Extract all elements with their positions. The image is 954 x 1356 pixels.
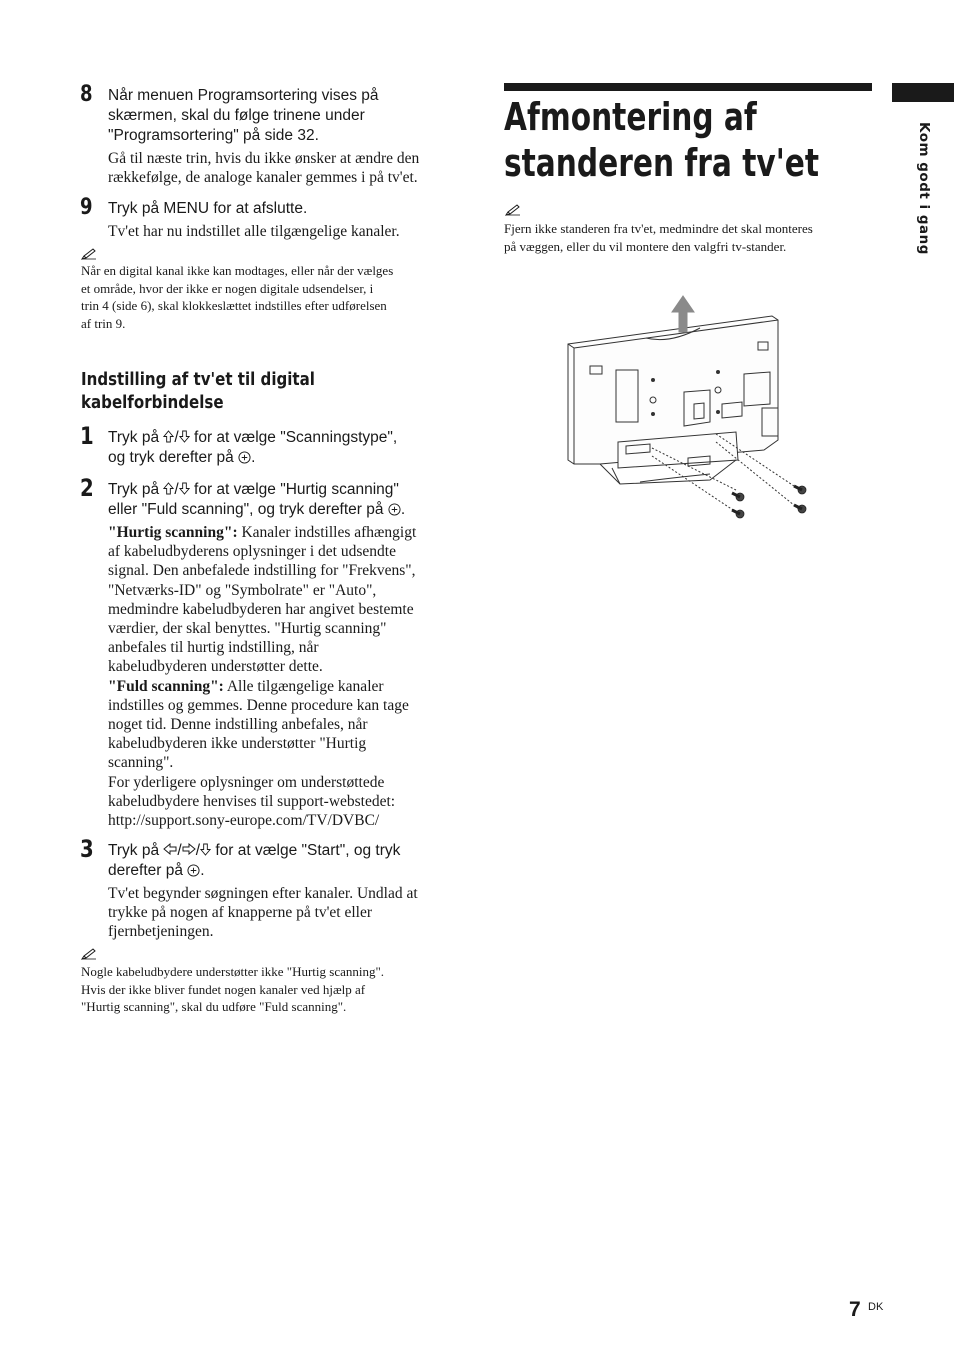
text-line: For yderligere oplysninger om understøttede [108, 773, 385, 791]
pencil-note-icon [81, 248, 97, 260]
text-line: skærmen, skal du følge trinene under [108, 107, 365, 124]
page-title [504, 94, 819, 186]
text-line: trykke på nogen af knapperne på tv'et eller [108, 904, 373, 922]
text-fragment: og tryk derefter på [108, 449, 239, 466]
text-line: signal. Den anbefalede indstilling for "Frekvens", [108, 562, 416, 580]
text-fragment: Kanaler indstilles afhængigt [237, 524, 417, 541]
cable-step-2-number: 2 [80, 474, 94, 502]
text-line: Gå til næste trin, hvis du ikke ønsker at ændre den [108, 150, 420, 167]
text-fragment: Tryk på [108, 842, 164, 859]
text-line: Når menuen Programsortering vises på [108, 87, 379, 104]
text-fragment: Tryk på [108, 429, 164, 446]
text-fragment: Alle tilgængelige kanaler [223, 677, 384, 695]
pencil-note-icon [505, 204, 521, 216]
step-9-detail [108, 222, 453, 241]
text-fragment: . [400, 501, 406, 518]
cable-step-3-detail [108, 884, 453, 942]
cable-step-3-number: 3 [80, 835, 94, 863]
text-line: fjernbetjeningen. [108, 923, 214, 941]
up-arrow-icon [163, 430, 174, 443]
cable-step-2-text: Tryk på / for at vælge "Hurtig scanning" eller "Fuld scanning", og tryk derefter på . [108, 481, 406, 518]
enter-circle-plus-icon [388, 503, 401, 516]
text-fragment: for at vælge "Scanningstype", [189, 429, 398, 446]
text-line: noget tid. Denne indstilling anbefales, når [108, 716, 368, 734]
down-arrow-icon [179, 430, 190, 443]
pencil-note-icon [81, 948, 97, 960]
text-line: Hvis der ikke bliver fundet nogen kanaler ved hjælp af [81, 981, 366, 997]
section-side-label: Kom godt i gang [916, 122, 932, 255]
text-line: kabeludbyderen understøtter dette. [108, 658, 323, 676]
text-line: indstilles og gemmes. Denne procedure kan tage [108, 696, 409, 714]
text-line: Tv'et begynder søgningen efter kanaler. Undlad at [108, 885, 418, 902]
text-line: kabeludbydere henvises til support-webstedet: [108, 792, 396, 810]
text-line: på væggen, eller du vil montere den valgfri tv-stander. [504, 238, 787, 254]
text-fragment: for at vælge "Hurtig scanning" [189, 481, 399, 498]
enter-circle-plus-icon [187, 864, 200, 877]
down-arrow-icon [200, 843, 211, 856]
text-line: Fjern ikke standeren fra tv'et, medmindre det skal monteres [504, 221, 813, 236]
text-fragment: . [251, 449, 256, 466]
heading-line: Indstilling af tv'et til digital [81, 370, 315, 390]
text-line: rækkefølge, de analoge kanaler gemmes i på tv'et. [108, 169, 418, 187]
step-8-text [108, 86, 453, 146]
text-fragment: for at vælge "Start", og tryk [211, 842, 401, 859]
note-cable-providers [81, 963, 453, 1016]
text-fragment: eller "Fuld scanning", og tryk derefter på [108, 501, 388, 518]
note-stand-removal [504, 220, 874, 255]
text-line: af trin 9. [81, 315, 126, 331]
term-quick-scan: "Hurtig scanning": [108, 524, 238, 541]
step-9-number: 9 [80, 195, 93, 220]
title-line: Afmontering af [504, 95, 757, 139]
text-line: Tv'et har nu indstillet alle tilgængelige kanaler. [108, 223, 400, 240]
text-line: medmindre kabeludbyderen har angivet bestemte [108, 600, 414, 618]
cable-step-3-text: Tryk på / / for at vælge "Start", og tryk derefter på . [108, 842, 401, 879]
text-fragment: . [200, 862, 205, 879]
page-number: 7 [849, 1298, 861, 1321]
text-line: Når en digital kanal ikke kan modtages, eller når der vælges [81, 263, 394, 278]
page-language: DK [868, 1301, 884, 1313]
right-arrow-icon [182, 843, 196, 855]
up-arrow-icon [163, 482, 174, 495]
cable-step-1-text: Tryk på / for at vælge "Scanningstype", og tryk derefter på . [108, 429, 398, 466]
text-line: af kabeludbyderens oplysninger i det udsendte [108, 543, 396, 561]
step-8-number: 8 [80, 82, 93, 107]
text-line: scanning". [108, 754, 174, 772]
text-line: trin 4 (side 6), skal klokkeslættet indstilles efter udførelsen [81, 298, 387, 313]
side-tab-bar [892, 83, 954, 102]
tv-stand-removal-illustration [560, 292, 820, 522]
heading-line: kabelforbindelse [81, 393, 224, 413]
term-full-scan: "Fuld scanning": [108, 677, 224, 695]
text-line: anbefales til hurtig indstilling, når [108, 639, 319, 657]
cable-step-2-detail [108, 523, 453, 830]
text-line: Nogle kabeludbydere understøtter ikke "Hurtig scanning". [81, 964, 385, 979]
support-url: http://support.sony-europe.com/TV/DVBC/ [108, 812, 380, 830]
text-line: "Hurtig scanning", skal du udføre "Fuld scanning". [81, 999, 347, 1014]
text-fragment: Tryk på [108, 481, 164, 498]
title-line: standeren fra tv'et [504, 141, 820, 185]
section-heading [81, 369, 399, 415]
text-line: "Programsortering" på side 32. [108, 127, 319, 144]
left-arrow-icon [163, 843, 177, 855]
step-9-text [108, 199, 453, 219]
text-line: værdier, der skal benyttes. "Hurtig scanning" [108, 620, 387, 638]
text-fragment: derefter på [108, 862, 188, 879]
title-rule [504, 83, 872, 91]
text-line: kabeludbyderen ikke understøtter "Hurtig [108, 735, 367, 753]
text-line: Tryk på MENU for at afslutte. [108, 200, 308, 217]
down-arrow-icon [179, 482, 190, 495]
note-digital-channel [81, 262, 453, 332]
text-line: et område, hvor der ikke er nogen digitale udsendelser, i [81, 280, 374, 296]
cable-step-1-number: 1 [80, 422, 94, 450]
enter-circle-plus-icon [238, 451, 251, 464]
text-line: "Netværks-ID" og "Symbolrate" er "Auto", [108, 581, 377, 599]
step-8-detail [108, 149, 453, 187]
